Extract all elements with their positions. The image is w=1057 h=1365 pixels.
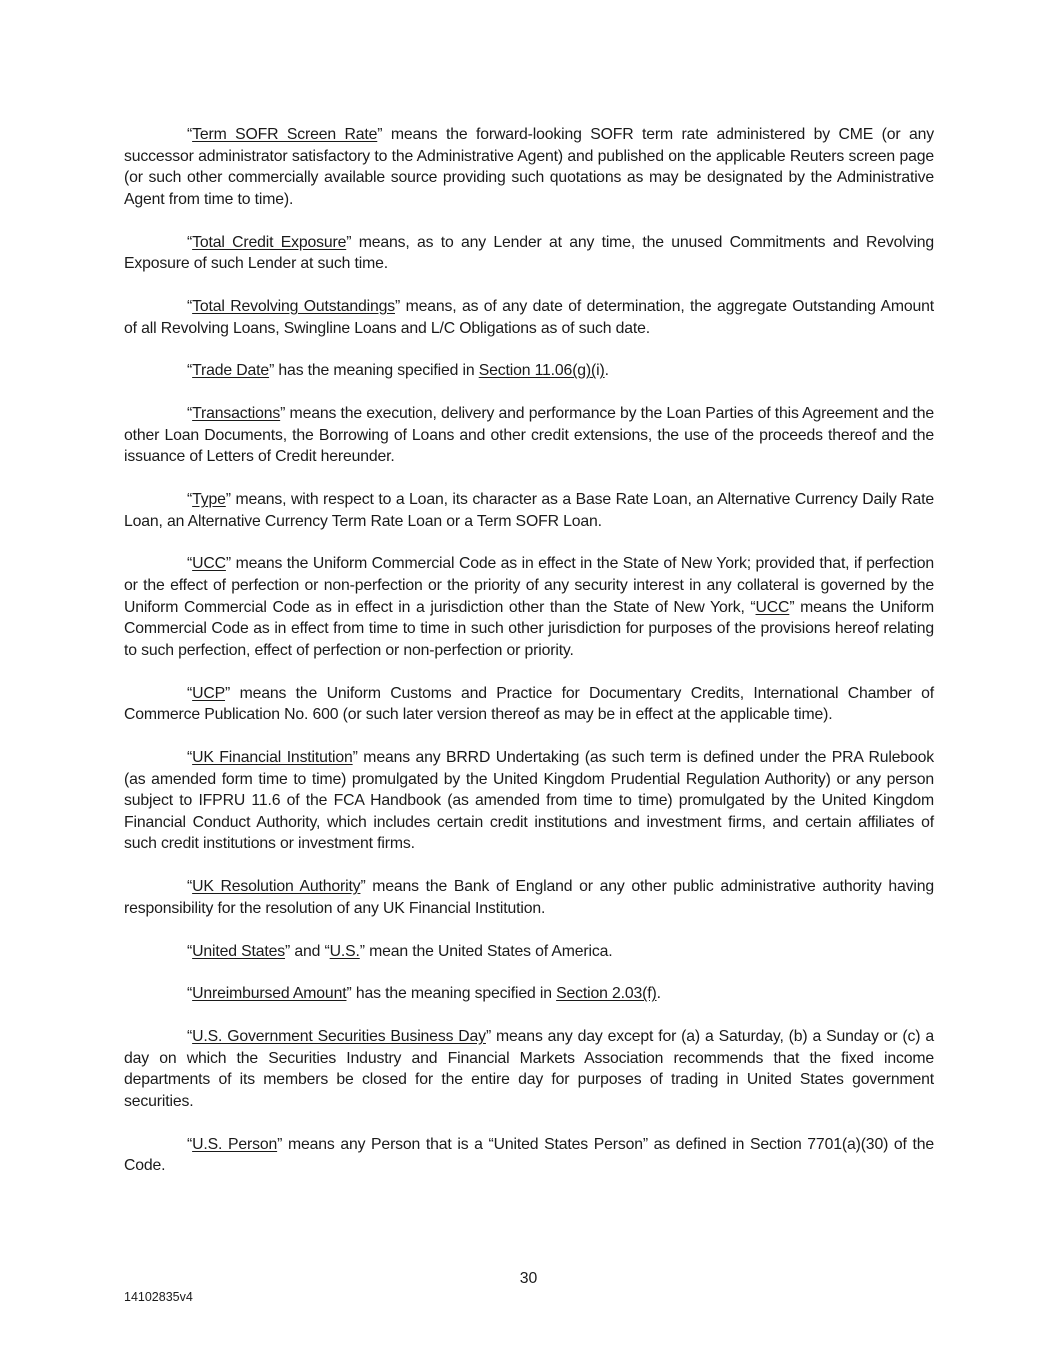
defined-term: UCC	[192, 555, 226, 573]
defined-term: Total Revolving Outstandings	[192, 297, 395, 315]
definition-paragraph: “Term SOFR Screen Rate” means the forward-looking SOFR term rate administered by CME (or any successor administrator satisfactory to the Administrative Agent) and published on the applicable Reuters screen page (or such other commercially available source providing such quotations as may be designated by the Administrative Agent from time to time).	[124, 126, 934, 208]
definitions-body	[124, 124, 934, 1198]
defined-term: UK Financial Institution	[192, 748, 353, 766]
defined-term: Term SOFR Screen Rate	[192, 126, 378, 143]
defined-term: United States	[192, 942, 286, 960]
defined-term: U.S.	[329, 942, 360, 960]
definition-paragraph: “UK Financial Institution” means any BRRD Undertaking (as such term is defined under the PRA Rulebook (as amended form time to time) promulgated by the United Kingdom Prudential Regulation Authority) or any person subject to IFPRU 11.6 of the FCA Handbook (as amended from time to time) promulgated by the United Kingdom Financial Conduct Authority, which includes certain credit institutions and investment firms, and certain affiliates of such credit institutions or investment firms.	[124, 748, 934, 853]
definition-text: ” mean the United States of America.	[359, 942, 613, 960]
definition-text: means any BRRD Undertaking (as such term is defined under the PRA Rulebook (as amended form time to time) promulgated by the United Kingdom Prudential Regulation Authority) or any person subject to IFPRU 11.6 of the FCA Handbook (as amended from time to time) promulgated by the United Kingdom Financial Conduct Authority, which includes certain credit institutions and investment firms, and certain affiliates of such credit institutions or investment firms.	[124, 748, 934, 853]
definition-text: means the execution, delivery and performance by the Loan Parties of this Agreement and the other Loan Documents, the Borrowing of Loans and other credit extensions, the use of the proceeds thereof and the issuance of Letters of Credit hereunder.	[124, 405, 934, 466]
defined-term: U.S. Government Securities Business Day	[192, 1028, 486, 1046]
definition-paragraph: “Trade Date” has the meaning specified in Section 11.06(g)(i).	[187, 362, 609, 380]
definition-text: means the Bank of England or any other public administrative authority having responsibility for the resolution of any UK Financial Institution.	[124, 878, 934, 917]
definition-paragraph: “Unreimbursed Amount” has the meaning specified in Section 2.03(f).	[187, 985, 661, 1003]
definition-text: means the Uniform Commercial Code as in effect in the State of New York; provided that, if perfection or the effect of perfection or non-perfection or the priority of any security interest in any collateral is governed by the Uniform Commercial Code as in effect in a jurisdiction other than the State of New York, “	[124, 555, 934, 616]
definition-paragraph: “U.S. Government Securities Business Day” means any day except for (a) a Saturday, (b) a Sunday or (c) a day on which the Securities Industry and Financial Markets Association recommends that the fixed income departments of its members be closed for the entire day for purposes of trading in United States government securities.	[124, 1028, 935, 1110]
defined-term: UCP	[192, 684, 226, 702]
defined-term: UCC	[755, 598, 790, 616]
definition-paragraph: “UK Resolution Authority” means the Bank of England or any other public administrative authority having responsibility for the resolution of any UK Financial Institution.	[124, 878, 934, 917]
definition-text: means, with respect to a Loan, its character as a Base Rate Loan, an Alternative Currency Daily Rate Loan, an Alternative Currency Term Rate Loan or a Term SOFR Loan.	[124, 491, 934, 530]
page-number: 30	[519, 1270, 538, 1287]
defined-term: Transactions	[192, 405, 281, 423]
definition-text: means the Uniform Customs and Practice for Documentary Credits, International Chamber of Commerce Publication No. 600 (or such later version thereof as may be in effect at the applicable time).	[124, 684, 934, 724]
definition-paragraph: “United States” and “U.S.” mean the United States of America.	[187, 942, 613, 960]
defined-term: U.S. Person	[192, 1135, 278, 1153]
definition-text: has the meaning specified in	[274, 362, 479, 380]
definition-text: means any Person that is a “United States Person” as defined in Section 7701(a)(30) of the Code.	[124, 1135, 934, 1175]
document-id: 14102835v4	[124, 1290, 193, 1304]
definition-paragraph: “UCC” means the Uniform Commercial Code as in effect in the State of New York; provided that, if perfection or the effect of perfection or non-perfection or the priority of any security interest in any collateral is governed by the Uniform Commercial Code as in effect in a jurisdiction other than the State of New York, “UCC” means the Uniform Commercial Code as in effect from time to time in such other jurisdiction for purposes of the provisions hereof relating to such perfection, effect of perfection or non-perfection or priority.	[124, 555, 934, 659]
definition-paragraph: “Transactions” means the execution, delivery and performance by the Loan Parties of this Agreement and the other Loan Documents, the Borrowing of Loans and other credit extensions, the use of the proceeds thereof and the issuance of Letters of Credit hereunder.	[124, 405, 934, 466]
defined-term: Unreimbursed Amount	[192, 985, 347, 1003]
defined-term: Trade Date	[192, 362, 270, 380]
definition-text: means, as of any date of determination, the aggregate Outstanding Amount of all Revolving Loans, Swingline Loans and L/C Obligations as of such date.	[124, 297, 934, 337]
definition-paragraph: “Type” means, with respect to a Loan, its character as a Base Rate Loan, an Alternative Currency Daily Rate Loan, an Alternative Currency Term Rate Loan or a Term SOFR Loan.	[124, 491, 934, 530]
defined-term: UK Resolution Authority	[192, 878, 361, 896]
definition-text: .	[656, 985, 661, 1003]
definition-paragraph: “U.S. Person” means any Person that is a “United States Person” as defined in Section 7701(a)(30) of the Code.	[124, 1135, 934, 1175]
section-reference: Section 2.03(f)	[556, 985, 657, 1003]
definition-paragraph: “Total Credit Exposure” means, as to any Lender at any time, the unused Commitments and Revolving Exposure of such Lender at such time.	[124, 233, 934, 273]
definition-paragraph: “UCP” means the Uniform Customs and Practice for Documentary Credits, International Chamber of Commerce Publication No. 600 (or such later version thereof as may be in effect at the applicable time).	[124, 684, 934, 724]
defined-term: Total Credit Exposure	[192, 233, 347, 251]
definition-paragraph: “Total Revolving Outstandings” means, as of any date of determination, the aggregate Outstanding Amount of all Revolving Loans, Swingline Loans and L/C Obligations as of such date.	[124, 297, 934, 337]
section-reference: Section 11.06(g)(i)	[478, 362, 605, 380]
definition-text: .	[604, 362, 609, 380]
definition-text: ” means the Uniform Commercial Code as in effect from time to time in such other jurisdiction for purposes of the provisions hereof relating to such perfection, effect of perfection or non-perfection or priority.	[124, 598, 934, 659]
definition-text: has the meaning specified in	[351, 985, 557, 1003]
definition-text: means, as to any Lender at any time, the unused Commitments and Revolving Exposure of such Lender at such time.	[124, 233, 934, 273]
definition-text: and “	[290, 942, 330, 960]
defined-term: Type	[192, 491, 226, 509]
definition-text: means any day except for (a) a Saturday, (b) a Sunday or (c) a day on which the Securities Industry and Financial Markets Association recommends that the fixed income departments of its members be closed for the entire day for purposes of trading in United States government securities.	[124, 1028, 935, 1110]
definition-text: means the forward-looking SOFR term rate administered by CME (or any successor administrator satisfactory to the Administrative Agent) and published on the applicable Reuters screen page (or such other commercially available source providing such quotations as may be designated by the Administrative Agent from time to time).	[124, 126, 934, 208]
